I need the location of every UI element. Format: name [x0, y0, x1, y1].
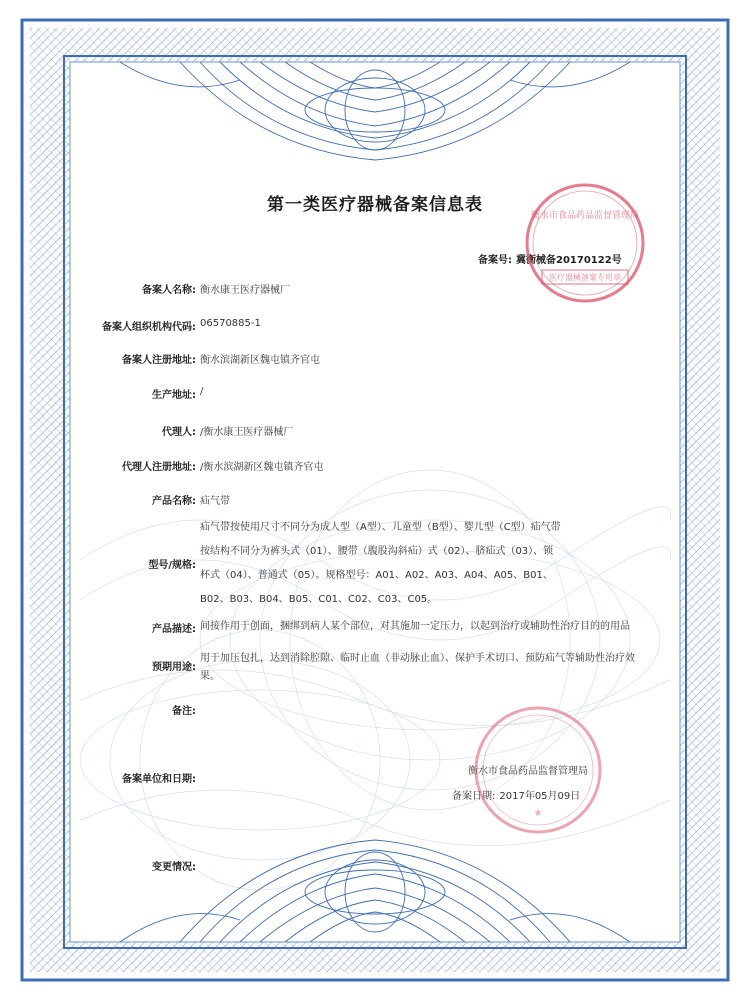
description-label: 产品描述: — [152, 624, 196, 635]
agent-value: /衡水康王医疗器械厂 — [200, 427, 294, 438]
product-name-value: 疝气带 — [200, 496, 230, 507]
description-value: 间接作用于创面，捆绑到病人某个部位，对其施加一定压力，以起到治疗或辅助性治疗目的的用品 — [200, 621, 630, 632]
filing-unit-label: 备案单位和日期: — [122, 774, 196, 785]
svg-text:★: ★ — [533, 808, 543, 819]
authority-name: 衡水市食品药品监督管理局 — [468, 766, 588, 777]
production-address-label: 生产地址: — [152, 390, 196, 401]
registrant-address-label: 备案人注册地址: — [122, 355, 196, 366]
remarks-label: 备注: — [172, 706, 196, 717]
registrant-name-value: 衡水康王医疗器械厂 — [200, 285, 290, 296]
intended-use-line: 用于加压包扎，达到消除腔隙、临时止血（非动脉止血）、保护手术切口、预防疝气等辅助性治疗效 — [200, 653, 635, 664]
official-seal-bottom — [468, 700, 608, 840]
seal-top-text: 衡水市食品药品监督管理局 — [530, 211, 640, 221]
filing-date-label: 备案日期: — [452, 791, 496, 802]
production-address-value: / — [200, 386, 204, 397]
agent-address-value: /衡水滨湖新区魏屯镇齐官屯 — [200, 462, 324, 473]
official-seal-top — [520, 178, 650, 308]
model-spec-text — [200, 516, 660, 612]
filing-date-value: 2017年05月09日 — [499, 791, 581, 802]
changes-label: 变更情况: — [152, 862, 196, 873]
registrant-name-label: 备案人名称: — [142, 285, 196, 296]
model-spec-line: 疝气带按使用尺寸不同分为成人型（A型）、儿童型（B型）、婴儿型（C型）疝气带 — [200, 522, 561, 533]
product-name-label: 产品名称: — [152, 496, 196, 507]
document-title: 第一类医疗器械备案信息表 — [267, 195, 483, 215]
registrant-address-value: 衡水滨湖新区魏屯镇齐官屯 — [200, 355, 320, 366]
org-code-value: 06570885-1 — [200, 318, 261, 329]
model-spec-line: 杯式（04）、普通式（05）。规格型号：A01、A02、A03、A04、A05、B01、 — [200, 570, 553, 581]
intended-use-line: 果。 — [200, 671, 220, 682]
intended-use-text — [200, 650, 668, 686]
model-spec-label: 型号/规格: — [148, 560, 196, 571]
record-number-label: 备案号: — [478, 255, 512, 266]
seal-bottom-text: 医疗器械备案专用章 — [549, 273, 621, 282]
intended-use-label: 预期用途: — [152, 662, 196, 673]
agent-label: 代理人: — [162, 427, 196, 438]
model-spec-line: B02、B03、B04、B05、C01、C02、C03、C05。 — [200, 594, 438, 605]
record-number-value: 冀衡械备20170122号 — [516, 255, 622, 266]
model-spec-line: 按结构不同分为裤头式（01）、腰带（腹股沟斜疝）式（02）、脐疝式（03）、锁 — [200, 546, 554, 557]
agent-address-label: 代理人注册地址: — [122, 462, 196, 473]
org-code-label: 备案人组织机构代码: — [102, 322, 196, 333]
